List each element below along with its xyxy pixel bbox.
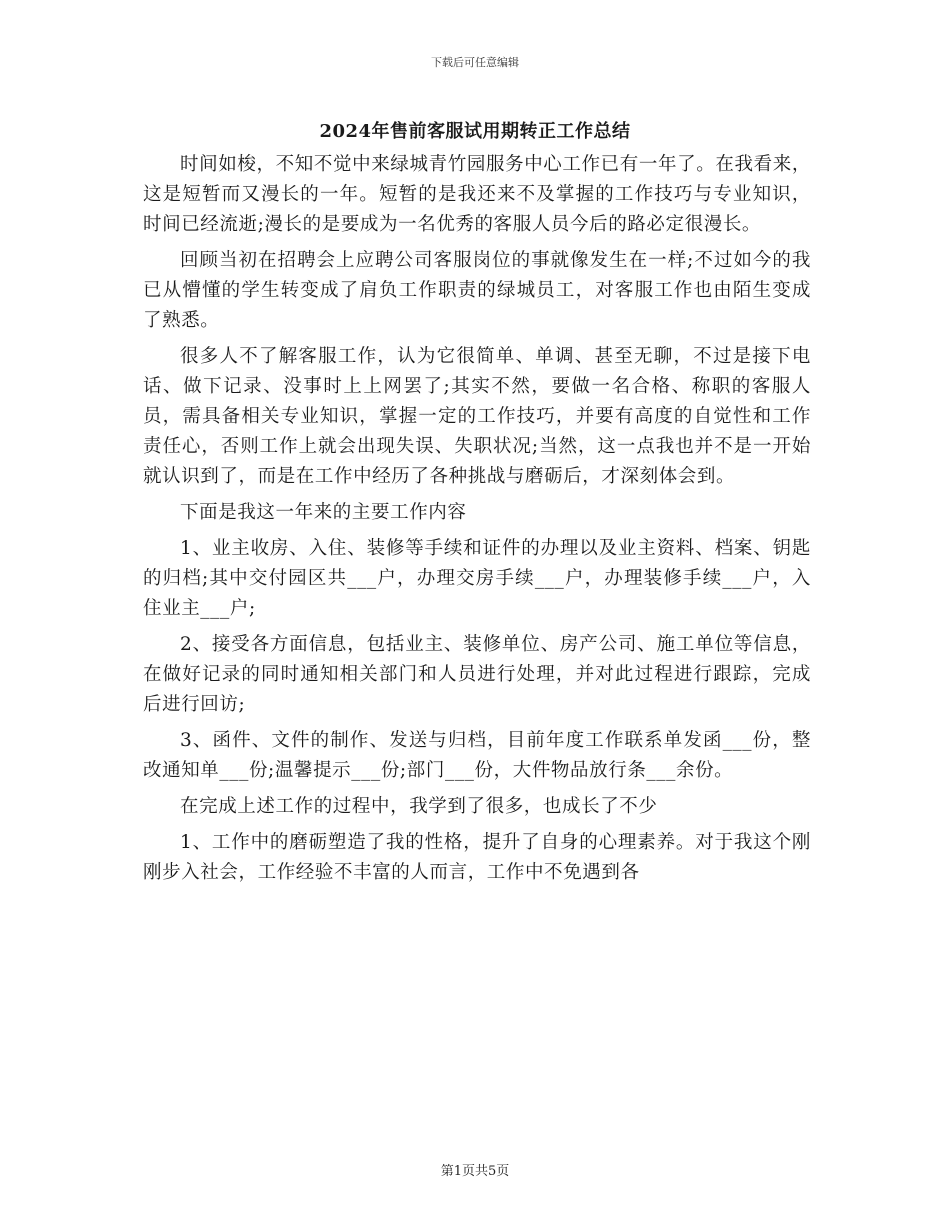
paragraph: 很多人不了解客服工作，认为它很简单、单调、甚至无聊，不过是接下电话、做下记录、没事时上上网罢了;其实不然，要做一名合格、称职的客服人员，需具备相关专业知识，掌握一定的工作技巧，并要有高度的自觉性和工作责任心，否则工作上就会出现失误、失职状况;当然，这一点我也并不是一开始就认识到了，而是在工作中经历了各种挑战与磨砺后，才深刻体会到。 <box>143 346 811 487</box>
paragraph: 在完成上述工作的过程中，我学到了很多，也成长了不少 <box>180 796 658 817</box>
paragraph: 1、工作中的磨砺塑造了我的性格，提升了自身的心理素养。对于我这个刚刚步入社会，工作经验不丰富的人而言，工作中不免遇到各 <box>143 832 811 883</box>
paragraph: 下面是我这一年来的主要工作内容 <box>180 502 467 523</box>
document-body <box>143 150 811 894</box>
paragraph: 时间如梭，不知不觉中来绿城青竹园服务中心工作已有一年了。在我看来，这是短暂而又漫长的一年。短暂的是我还来不及掌握的工作技巧与专业知识，时间已经流逝;漫长的是要成为一名优秀的客服人员今后的路必定很漫长。 <box>143 154 811 235</box>
header-note: 下载后可任意编辑 <box>431 56 519 69</box>
paragraph: 回顾当初在招聘会上应聘公司客服岗位的事就像发生在一样;不过如今的我已从懵懂的学生转变成了肩负工作职责的绿城员工，对客服工作也由陌生变成了熟悉。 <box>143 250 811 331</box>
paragraph: 1、业主收房、入住、装修等手续和证件的办理以及业主资料、档案、钥匙的归档;其中交付园区共___户，办理交房手续___户，办理装修手续___户，入住业主___户; <box>143 538 811 619</box>
document-title: 2024年售前客服试用期转正工作总结 <box>319 121 631 142</box>
page-number: 第1页共5页 <box>440 1164 510 1179</box>
paragraph: 3、函件、文件的制作、发送与归档，目前年度工作联系单发函___份，整改通知单___份;温馨提示___份;部门___份，大件物品放行条___余份。 <box>143 730 811 781</box>
paragraph: 2、接受各方面信息，包括业主、装修单位、房产公司、施工单位等信息，在做好记录的同时通知相关部门和人员进行处理，并对此过程进行跟踪，完成后进行回访; <box>143 634 811 715</box>
